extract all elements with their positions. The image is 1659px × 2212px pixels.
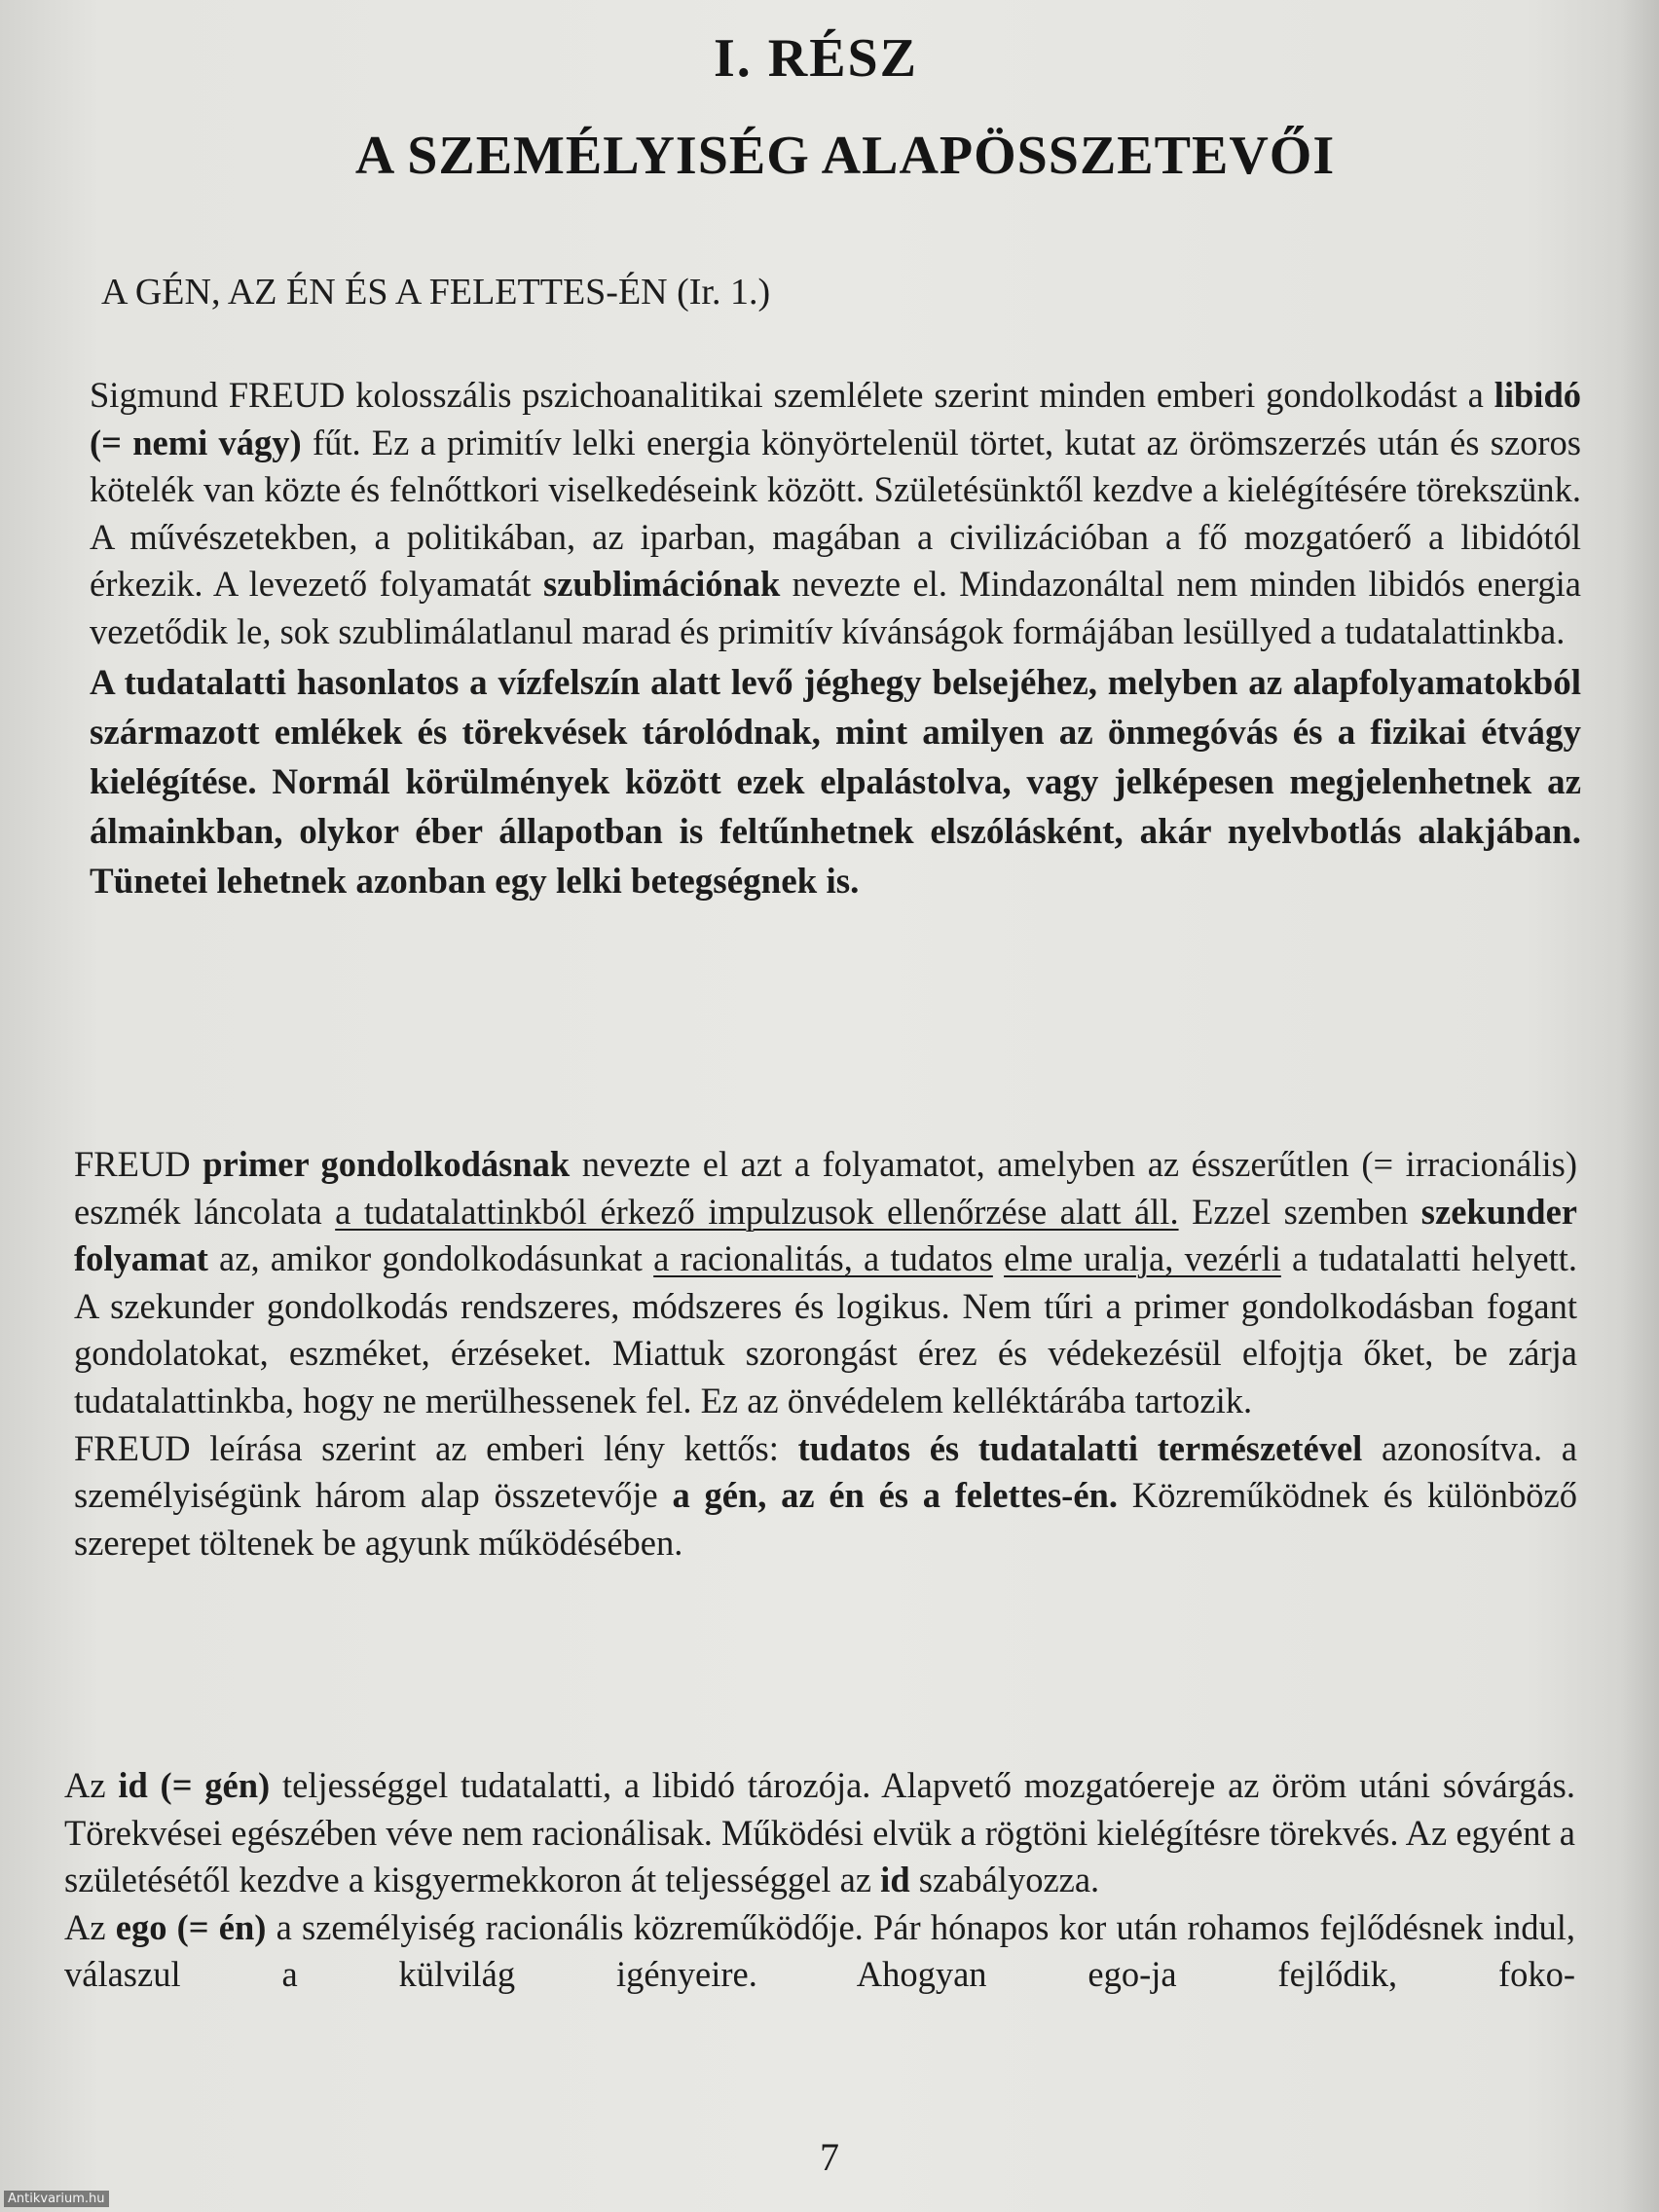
- bold-term: a gén, az én és a felettes-én.: [672, 1475, 1118, 1516]
- part-title: I. RÉSZ: [713, 28, 919, 89]
- text-run: szabályozza.: [909, 1860, 1100, 1900]
- text-run: [993, 1238, 1004, 1278]
- text-run: nevezte el. Mindazonáltal nem minden libidós energia vezetődik le, sok szublimálatlanul marad és primitív kívánságok formájában lesüllyed a tudatalattinkba.: [90, 564, 1581, 651]
- bold-paragraph: A tudatalatti hasonlatos a vízfelszín alatt levő jéghegy belsejéhez, melyben az alapfolyamatokból származott emlékek és törekvések tárolódnak, mint amilyen az önmegóvás és a fizikai étvágy kielégítése. Normál körülmények között ezek elpalástolva, vagy jelképesen megjelenhetnek az álmainkban, olykor éber állapotban is feltűnhetnek elszólásként, akár nyelvbotlás alakjában. Tünetei lehetnek azonban egy lelki betegségnek is.: [90, 662, 1581, 902]
- text-run: Ezzel szemben: [1178, 1191, 1421, 1232]
- text-run: Az: [64, 1906, 116, 1947]
- text-run: nevezte el azt a folyamatot, amelyben az ésszerűtlen (= irracionális) eszmék láncolata: [74, 1144, 1577, 1232]
- bold-term: primer gondolkodásnak: [203, 1144, 571, 1184]
- underlined-text: a tudatalattinkból érkező impulzusok ellenőrzése alatt áll.: [335, 1191, 1179, 1232]
- bold-term: id: [880, 1860, 910, 1900]
- bold-term: libidó (= nemi vágy): [90, 375, 1581, 462]
- text-run: FREUD leírása szerint az emberi lény kettős:: [74, 1427, 798, 1468]
- section-id-ego: [64, 1762, 1575, 1999]
- section-freud-libido: [90, 372, 1581, 906]
- text-run: FREUD: [74, 1144, 203, 1184]
- bold-term: id (= gén): [118, 1765, 271, 1805]
- text-run: a személyiség racionális közreműködője. Pár hónapos kor után rohamos fejlődésnek indul, válaszul a külvilág igényeire. Ahogyan ego-ja fejlődik, foko-: [64, 1906, 1575, 1995]
- section-primary-secondary: [74, 1141, 1577, 1567]
- bold-term: ego (= én): [115, 1906, 267, 1947]
- watermark: Antikvarium.hu: [4, 2191, 109, 2207]
- bold-term: tudatos és tudatalatti természetével: [797, 1427, 1363, 1468]
- underlined-text: a racionalitás, a tudatos: [653, 1238, 993, 1279]
- section-subheading: A GÉN, AZ ÉN ÉS A FELETTES-ÉN (Ir. 1.): [101, 272, 771, 313]
- underlined-text: elme uralja, vezérli: [1004, 1238, 1281, 1279]
- paragraph: [64, 1904, 1575, 1999]
- text-run: az, amikor gondolkodásunkat: [207, 1238, 654, 1279]
- text-run: fűt. Ez a primitív lelki energia könyörtelenül törtet, kutat az örömszerzés után és szoros kötelék van közte és felnőttkori viselkedéseink között. Születésünktől kezdve a kielégítésére törekszünk. A művészetekben, a politikában, az iparban, magában a civilizációban a fő mozgatóerő a libidótól érkezik. A levezető folyamatát: [90, 422, 1581, 605]
- page-edge-shadow: [1620, 0, 1659, 2212]
- paragraph: [64, 1762, 1575, 1904]
- paragraph: [90, 372, 1581, 656]
- text-run: Az: [64, 1765, 119, 1805]
- bold-term: szekunder folyamat: [74, 1191, 1578, 1279]
- text-run: a tudatalatti helyett. A szekunder gondolkodás rendszeres, módszeres és logikus. Nem tűri a primer gondolkodásban fogant gondolatokat, eszméket, érzéseket. Miattuk szorongást érez és védekezésül elfojtja őket, be zárja tudatalattinkba, hogy ne merülhessenek fel. Ez az önvédelem kelléktárába tartozik.: [74, 1238, 1577, 1420]
- text-run: teljességgel tudatalatti, a libidó tározója. Alapvető mozgatóereje az öröm utáni sóvárgás. Törekvései egészében véve nem racionálisak. Működési elvük a rögtöni kielégítésre törekvés. Az egyént a születésétől kezdve a kisgyermekkoron át teljességgel az: [64, 1765, 1575, 1900]
- text-run: Közreműködnek és különböző szerepet töltenek be agyunk működésében.: [74, 1475, 1578, 1563]
- bold-term: szublimációnak: [542, 564, 781, 605]
- paragraph: [74, 1141, 1577, 1425]
- page-number: 7: [820, 2135, 839, 2179]
- paragraph: [74, 1425, 1577, 1567]
- text-run: azonosítva. a személyiségünk három alap összetevője: [74, 1427, 1577, 1516]
- chapter-title: A SZEMÉLYISÉG ALAPÖSSZETEVŐI: [354, 126, 1336, 186]
- text-run: Sigmund FREUD kolosszális pszichoanalitikai szemlélete szerint minden emberi gondolkodást a: [90, 375, 1494, 415]
